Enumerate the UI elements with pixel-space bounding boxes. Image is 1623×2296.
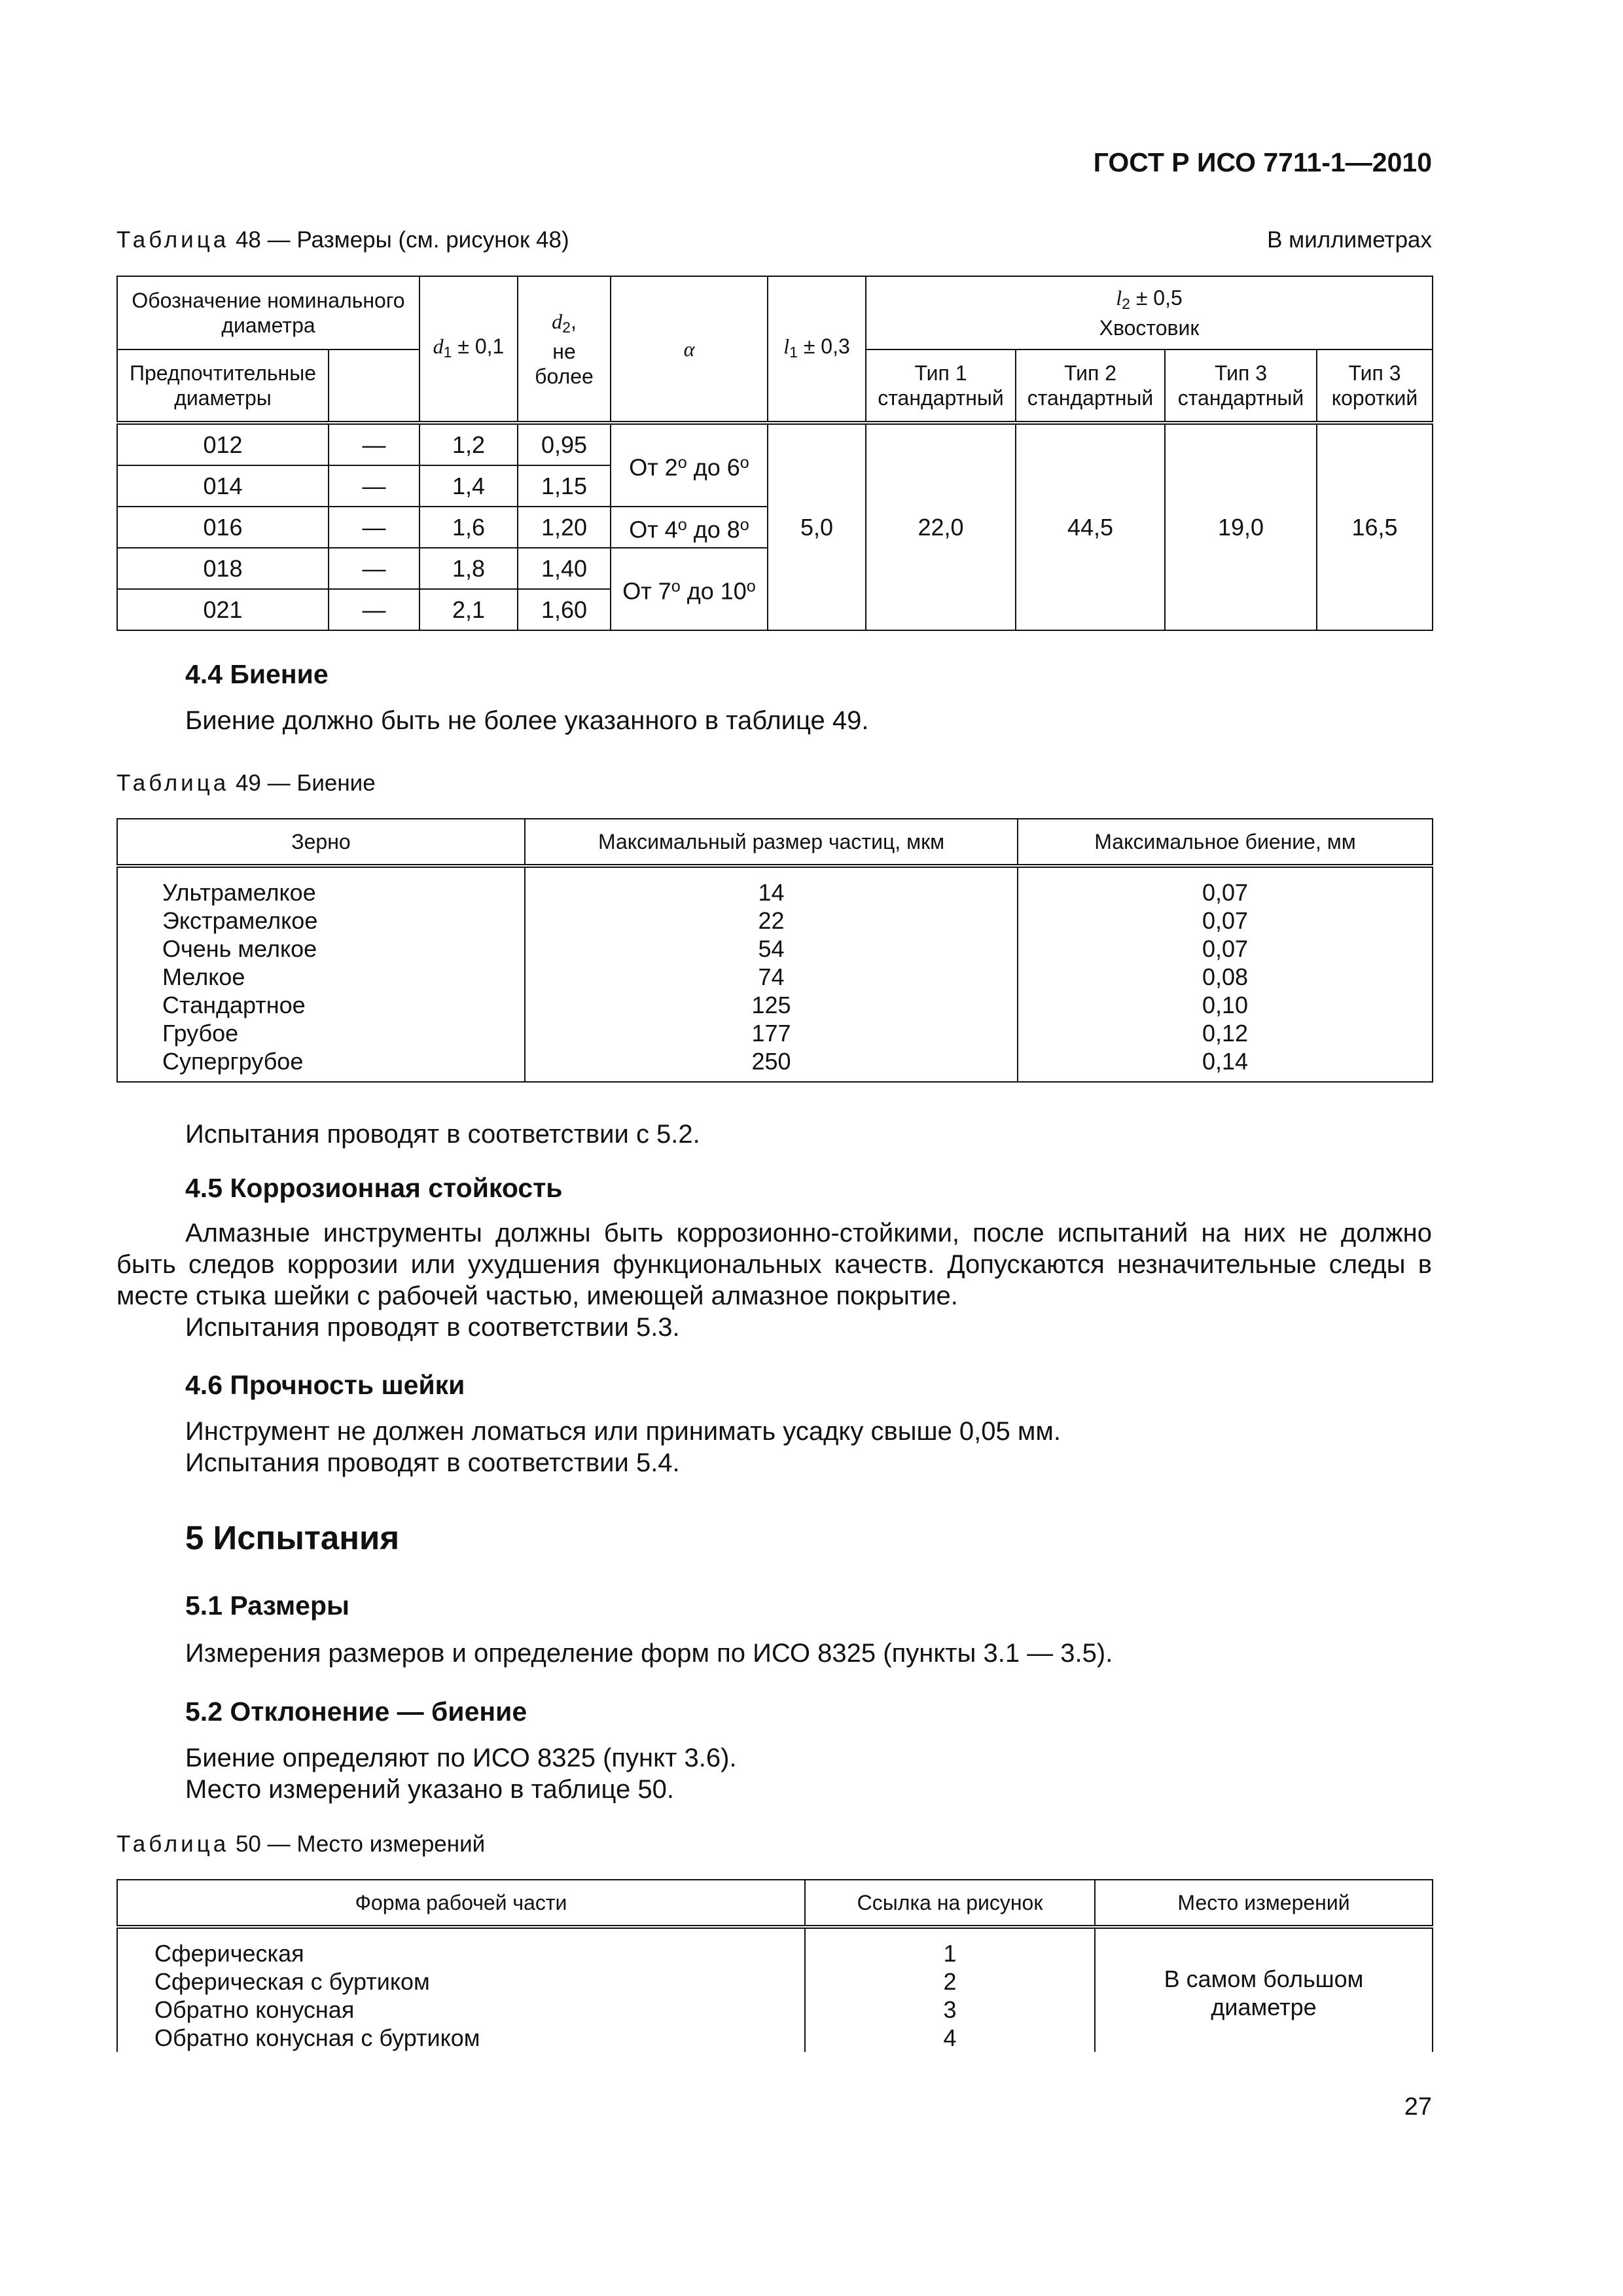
- list-item: 0,07: [1202, 935, 1249, 962]
- list-item: 3: [943, 1996, 957, 2023]
- header-l2: $l_2 \pm 0,5$ Хвостовик: [866, 276, 1433, 350]
- cell-l2-type1: 22,0: [866, 423, 1016, 630]
- table-49-caption: [116, 770, 376, 797]
- list-item: 0,10: [1202, 992, 1249, 1018]
- cell-d1: 1,4: [419, 465, 518, 507]
- cell-d1: 2,1: [419, 589, 518, 630]
- section-4-4-text: Биение должно быть не более указанного в таблице 49.: [185, 706, 869, 735]
- list-item: Сферическая с буртиком: [154, 1968, 430, 1995]
- cell-alpha-3: От $7^о$ до $10^о$: [611, 548, 768, 630]
- section-5-1-text: Измерения размеров и определение форм по ИСО 8325 (пункты 3.1 — 3.5).: [185, 1639, 1113, 1668]
- header-place: Место измерений: [1095, 1880, 1433, 1927]
- place-line-1: В самом большом: [1164, 1965, 1364, 1992]
- text-line: Алмазные инструменты должны быть коррозионно-стойкими, после испытаний на них не должно: [185, 1219, 1432, 1247]
- list-item: 125: [751, 992, 791, 1018]
- header-d1: $d_1 \pm 0,1$: [419, 276, 518, 423]
- place-line-2: диаметре: [1211, 1994, 1317, 2020]
- list-item: Экстрамелкое: [162, 907, 318, 934]
- shape-list: [117, 1927, 805, 2058]
- section-4-6-line-2: Испытания проводят в соответствии 5.4.: [185, 1448, 680, 1477]
- table-50: [116, 1879, 1433, 2058]
- header-type-3: Тип 3 стандартный: [1165, 350, 1317, 423]
- list-item: 1: [943, 1940, 957, 1967]
- table-48-caption: [116, 227, 569, 253]
- table-48: [116, 276, 1433, 631]
- cell-d2: 0,95: [518, 423, 611, 465]
- cell-d2: 1,15: [518, 465, 611, 507]
- table-49-note: Испытания проводят в соответствии с 5.2.: [185, 1120, 700, 1149]
- section-5-2-line-1: Биение определяют по ИСО 8325 (пункт 3.6).: [185, 1744, 737, 1772]
- cell-pref: 021: [117, 589, 329, 630]
- list-item: Мелкое: [162, 963, 245, 990]
- header-type-2: Тип 2 стандартный: [1016, 350, 1165, 423]
- cell-other: —: [329, 423, 419, 465]
- text-line: Испытания проводят в соответствии 5.3.: [185, 1313, 680, 1342]
- cell-l2-type3-short: 16,5: [1317, 423, 1433, 630]
- cell-d2: 1,20: [518, 507, 611, 548]
- header-preferred: Предпочтительные диаметры: [117, 350, 329, 423]
- size-list: [525, 866, 1018, 1082]
- list-item: 22: [758, 907, 785, 934]
- grain-list: [117, 866, 525, 1082]
- list-item: Супергрубое: [162, 1048, 304, 1075]
- cell-l2-type3: 19,0: [1165, 423, 1317, 630]
- cell-d2: 1,40: [518, 548, 611, 589]
- section-5-1-title: 5.1 Размеры: [185, 1590, 350, 1621]
- caption-text: 49 — Биение: [235, 770, 376, 796]
- cell-l2-type2: 44,5: [1016, 423, 1165, 630]
- caption-text: 48 — Размеры (см. рисунок 48): [235, 227, 569, 253]
- section-4-6-line-1: Инструмент не должен ломаться или принимать усадку свыше 0,05 мм.: [185, 1417, 1061, 1446]
- page-number: 27: [1404, 2093, 1432, 2121]
- list-item: 54: [758, 935, 785, 962]
- header-type-1: Тип 1 стандартный: [866, 350, 1016, 423]
- list-item: Ультрамелкое: [162, 879, 316, 906]
- list-item: Очень мелкое: [162, 935, 317, 962]
- list-item: Обратно конусная: [154, 1996, 355, 2023]
- header-d2: $d_2$, не более: [518, 276, 611, 423]
- list-item: 0,07: [1202, 907, 1249, 934]
- ref-list: [805, 1927, 1095, 2058]
- section-4-6-title: 4.6 Прочность шейки: [185, 1370, 465, 1400]
- cell-other: —: [329, 548, 419, 589]
- list-item: 0,12: [1202, 1020, 1249, 1047]
- section-4-5-title: 4.5 Коррозионная стойкость: [185, 1173, 563, 1203]
- header-shape: Форма рабочей части: [117, 1880, 805, 1927]
- section-4-4-title: 4.4 Биение: [185, 659, 329, 689]
- header-max-size: Максимальный размер частиц, мкм: [525, 819, 1018, 866]
- section-5-2-title: 5.2 Отклонение — биение: [185, 1696, 527, 1727]
- document-code: ГОСТ Р ИСО 7711-1—2010: [1093, 147, 1432, 177]
- section-4-5-text: [116, 1217, 1432, 1343]
- cell-d1: 1,8: [419, 548, 518, 589]
- header-designation: Обозначение номинального диаметра: [117, 276, 419, 350]
- list-item: 0,14: [1202, 1048, 1249, 1075]
- header-figure-ref: Ссылка на рисунок: [805, 1880, 1095, 1927]
- cell-pref: 014: [117, 465, 329, 507]
- header-type-3-short: Тип 3 короткий: [1317, 350, 1433, 423]
- list-item: 0,07: [1202, 879, 1249, 906]
- text-line: быть следов коррозии или ухудшения функциональных качеств. Допускаются незначительные следы в: [116, 1250, 1432, 1279]
- list-item: Сферическая: [154, 1940, 304, 1967]
- caption-word: Таблица: [116, 227, 230, 253]
- cell-d1: 1,2: [419, 423, 518, 465]
- list-item: Стандартное: [162, 992, 306, 1018]
- list-item: 0,08: [1202, 963, 1249, 990]
- list-item: 177: [751, 1020, 791, 1047]
- list-item: 250: [751, 1048, 791, 1075]
- cell-other: —: [329, 465, 419, 507]
- table-49: [116, 818, 1433, 1083]
- list-item: Обратно конусная с буртиком: [154, 2024, 480, 2051]
- caption-word: Таблица: [116, 770, 230, 796]
- caption-text: 50 — Место измерений: [235, 1831, 486, 1857]
- cell-alpha-1: От $2^о$ до $6^о$: [611, 423, 768, 507]
- cell-other: —: [329, 589, 419, 630]
- caption-word: Таблица: [116, 1831, 230, 1857]
- list-item: Грубое: [162, 1020, 239, 1047]
- cell-d2: 1,60: [518, 589, 611, 630]
- section-5-2-line-2: Место измерений указано в таблице 50.: [185, 1775, 674, 1804]
- table-continuation-mask: [111, 2052, 1440, 2061]
- place-cell: [1095, 1927, 1433, 2058]
- header-alpha: α: [611, 276, 768, 423]
- cell-alpha-2: От $4^о$ до $8^о$: [611, 507, 768, 548]
- list-item: 14: [758, 879, 785, 906]
- list-item: 2: [943, 1968, 957, 1995]
- cell-l1: 5,0: [768, 423, 866, 630]
- table-row: [117, 423, 1433, 465]
- header-blank: [329, 350, 419, 423]
- cell-pref: 012: [117, 423, 329, 465]
- list-item: 4: [943, 2024, 957, 2051]
- header-grain: Зерно: [117, 819, 525, 866]
- text-line: месте стыка шейки с рабочей частью, имеющей алмазное покрытие.: [116, 1282, 958, 1310]
- list-item: 74: [758, 963, 785, 990]
- cell-pref: 018: [117, 548, 329, 589]
- header-max-runout: Максимальное биение, мм: [1018, 819, 1433, 866]
- table-50-caption: [116, 1831, 485, 1857]
- section-5-title: 5 Испытания: [185, 1519, 400, 1556]
- units-note: В миллиметрах: [1267, 227, 1432, 253]
- cell-d1: 1,6: [419, 507, 518, 548]
- header-l1: $l_1 \pm 0,3$: [768, 276, 866, 423]
- cell-other: —: [329, 507, 419, 548]
- cell-pref: 016: [117, 507, 329, 548]
- runout-list: [1018, 866, 1433, 1082]
